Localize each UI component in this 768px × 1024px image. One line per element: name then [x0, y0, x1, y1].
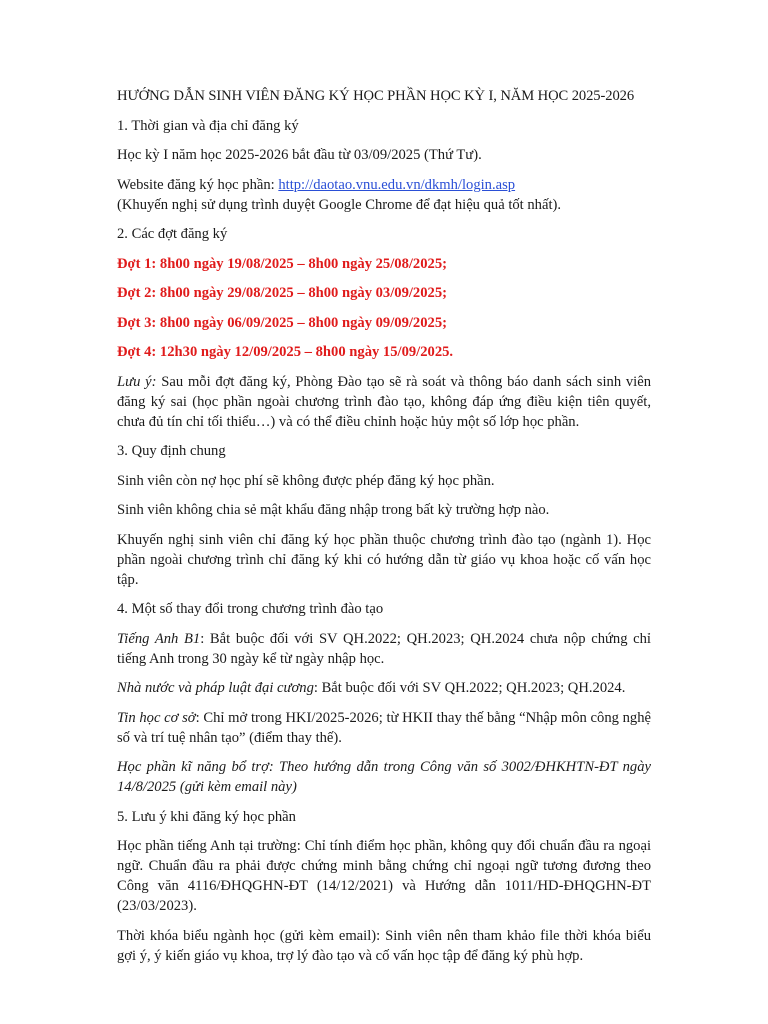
- section-5-heading: 5. Lưu ý khi đăng ký học phần: [117, 808, 296, 825]
- registration-website-link[interactable]: http://daotao.vnu.edu.vn/dkmh/login.asp: [278, 176, 516, 193]
- note-english-course: Học phần tiếng Anh tại trường: Chỉ tính điểm học phần, không quy đổi chuẩn đầu ra ngoại ngữ. Chuẩn đầu ra phải được chứng minh bằng chứng chỉ ngoại ngữ tương đương theo Công văn 4116/ĐHQGHN-ĐT (14/12/2021) và Hướng dẫn 1011/HD-ĐHQGHN-ĐT (23/03/2023).: [117, 838, 651, 914]
- rule-password: Sinh viên không chia sẻ mật khẩu đăng nhập trong bất kỳ trường hợp nào.: [117, 502, 550, 518]
- change-english-b1: [117, 629, 651, 669]
- registration-round-3: Đợt 3: 8h00 ngày 06/09/2025 – 8h00 ngày 09/09/2025;: [117, 314, 447, 331]
- note-text: Sau mỗi đợt đăng ký, Phòng Đào tạo sẽ rà soát và thông báo danh sách sinh viên đăng ký sai (học phần ngoài chương trình đào tạo, không đáp ứng điều kiện tiên quyết, chưa đủ tín chỉ tối thiểu…) và có thể điều chỉnh hoặc hủy một số lớp học phần.: [117, 373, 652, 430]
- change-text: : Chỉ mở trong HKI/2025-2026; từ HKII thay thế bằng “Nhập môn công nghệ số và trí tuệ nhân tạo” (điểm thay thế).: [117, 709, 651, 746]
- website-paragraph: [117, 175, 651, 215]
- change-informatics: [117, 708, 651, 748]
- website-label: Website đăng ký học phần:: [117, 176, 279, 193]
- note-label: Lưu ý:: [117, 373, 157, 390]
- note-timetable: Thời khóa biểu ngành học (gửi kèm email): Sinh viên nên tham khảo file thời khóa biểu gợi ý, ý kiến giáo vụ khoa, trợ lý đào tạo và cố vấn học tập để đăng ký phù hợp.: [117, 927, 651, 964]
- semester-start-text: Học kỳ I năm học 2025-2026 bắt đầu từ 03/09/2025 (Thứ Tư).: [117, 147, 482, 163]
- registration-round-1: Đợt 1: 8h00 ngày 19/08/2025 – 8h00 ngày 25/08/2025;: [117, 255, 447, 272]
- change-label: Tin học cơ sở: [117, 709, 196, 726]
- browser-note: (Khuyến nghị sử dụng trình duyệt Google Chrome để đạt hiệu quả tốt nhất).: [117, 196, 562, 213]
- section-2-heading: 2. Các đợt đăng ký: [117, 226, 228, 242]
- change-text: : Bắt buộc đối với SV QH.2022; QH.2023; QH.2024 chưa nộp chứng chỉ tiếng Anh trong 30 ngày kể từ ngày nhập học.: [117, 630, 651, 667]
- review-note: [117, 372, 651, 432]
- change-label: Tiếng Anh B1: [117, 630, 201, 647]
- section-4-heading: 4. Một số thay đổi trong chương trình đào tạo: [117, 601, 384, 617]
- registration-round-4: Đợt 4: 12h30 ngày 12/09/2025 – 8h00 ngày 15/09/2025.: [117, 344, 454, 360]
- document-title: HƯỚNG DẪN SINH VIÊN ĐĂNG KÝ HỌC PHẦN HỌC KỲ I, NĂM HỌC 2025-2026: [117, 88, 635, 104]
- skills-course-note: Học phần kĩ năng bổ trợ: Theo hướng dẫn trong Công văn số 3002/ĐHKHTN-ĐT ngày 14/8/2025 (gửi kèm email này): [117, 759, 651, 795]
- change-text: : Bắt buộc đối với SV QH.2022; QH.2023; QH.2024.: [313, 680, 626, 696]
- rule-program: Khuyến nghị sinh viên chỉ đăng ký học phần thuộc chương trình đào tạo (ngành 1). Học phần ngoài chương trình chỉ đăng ký khi có hướng dẫn từ giáo vụ khoa hoặc cố vấn học tập.: [117, 531, 651, 588]
- section-1-heading: 1. Thời gian và địa chỉ đăng ký: [117, 117, 299, 134]
- document-page: [117, 86, 651, 975]
- section-3-heading: 3. Quy định chung: [117, 443, 226, 459]
- rule-tuition: Sinh viên còn nợ học phí sẽ không được phép đăng ký học phần.: [117, 472, 495, 489]
- change-law: [117, 678, 651, 698]
- change-label: Nhà nước và pháp luật đại cương: [117, 680, 314, 696]
- registration-round-2: Đợt 2: 8h00 ngày 29/08/2025 – 8h00 ngày 03/09/2025;: [117, 285, 447, 301]
